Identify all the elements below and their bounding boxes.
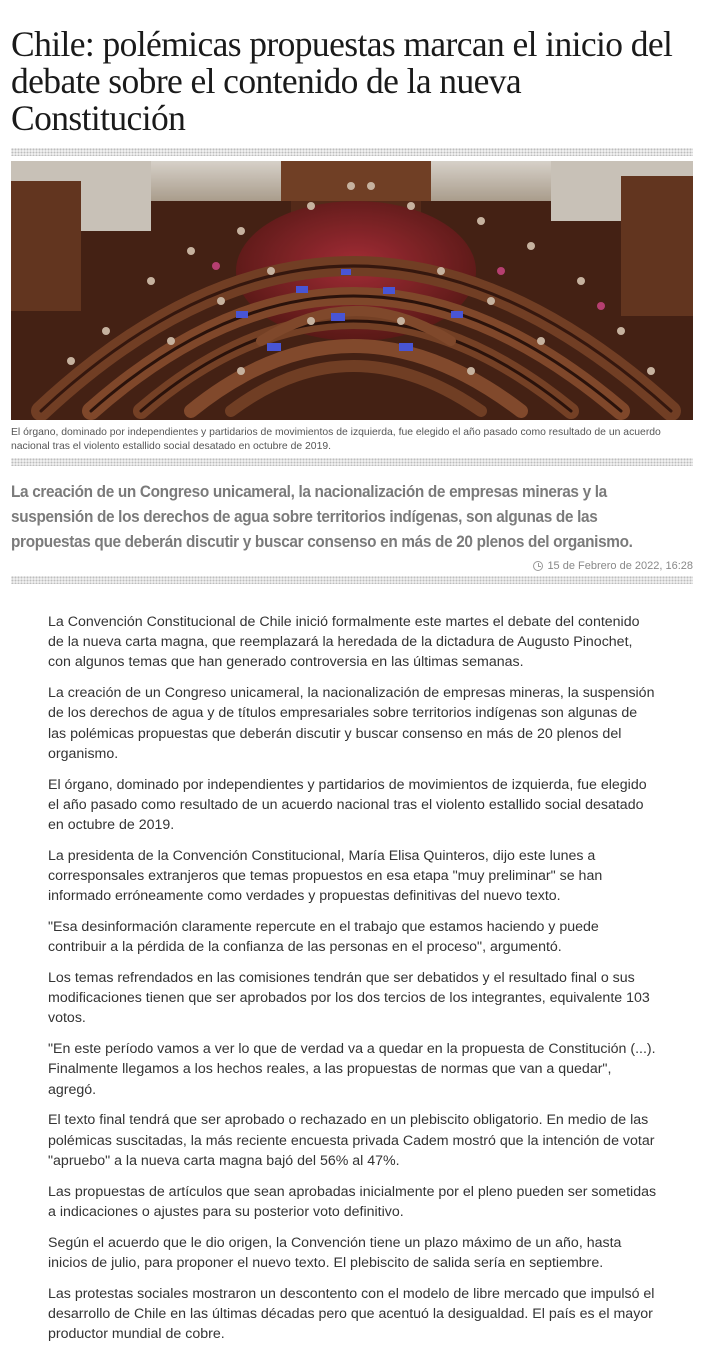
clock-icon <box>533 561 543 571</box>
body-paragraph: "En este período vamos a ver lo que de verdad va a quedar en la propuesta de Constitución (...). Finalmente llegamos a los hechos reales, a las propuestas de normas que van a quedar", agregó. <box>48 1041 656 1098</box>
chamber-illustration <box>11 161 693 420</box>
body-paragraph: Las propuestas de artículos que sean aprobadas inicialmente por el pleno pueden ser sometidas a indicaciones o ajustes para su posterior voto definitivo. <box>48 1183 657 1220</box>
dotted-divider <box>11 576 693 584</box>
body-paragraph: Los temas refrendados en las comisiones tendrán que ser debatidos y el resultado final o sus modificaciones tienen que ser aprobados por los dos tercios de los integrantes, equivalente 103 votos. <box>48 970 650 1027</box>
article-lead: La creación de un Congreso unicameral, la nacionalización de empresas mineras y la suspensión de los derechos de agua sobre territorios indígenas, son algunas de las propuestas que deberán discutir y buscar consenso en más de 20 plenos del organismo. <box>11 483 633 551</box>
article-photo <box>11 161 693 420</box>
article-body <box>48 612 658 1349</box>
body-paragraph: La creación de un Congreso unicameral, la nacionalización de empresas mineras, la suspensión de los derechos de agua y de títulos empresariales sobre territorios indígenas son algunas de las polémicas propuestas que deberán discutir y buscar consenso en más de 20 plenos del organismo. <box>48 685 655 762</box>
photo-caption: El órgano, dominado por independientes y partidarios de movimientos de izquierda, fue elegido el año pasado como resultado de un acuerdo nacional tras el violento estallido social desatado en octubre de 2019. <box>11 427 661 452</box>
article-date: 15 de Febrero de 2022, 16:28 <box>547 560 693 572</box>
dotted-divider <box>11 148 693 156</box>
article-headline: Chile: polémicas propuestas marcan el inicio del debate sobre el contenido de la nueva Constitución <box>11 24 673 138</box>
body-paragraph: La Convención Constitucional de Chile inició formalmente este martes el debate del contenido de la nueva carta magna, que reemplazará la heredada de la dictadura de Augusto Pinochet, con algunos temas que han generado controversia en las últimas semanas. <box>48 614 640 671</box>
body-paragraph: Según el acuerdo que le dio origen, la Convención tiene un plazo máximo de un año, hasta inicios de julio, para proponer el nuevo texto. El plebiscito de salida sería en septiembre. <box>48 1234 622 1271</box>
body-paragraph: Las protestas sociales mostraron un descontento con el modelo de libre mercado que impulsó el desarrollo de Chile en las últimas décadas pero que acentuó la desigualdad. El país es el mayor productor mundial de cobre. <box>48 1285 655 1343</box>
dotted-divider <box>11 458 693 466</box>
body-paragraph: El órgano, dominado por independientes y partidarios de movimientos de izquierda, fue elegido el año pasado como resultado de un acuerdo nacional tras el violento estallido social desatado en octubre de 2019. <box>48 776 647 834</box>
body-paragraph: "Esa desinformación claramente repercute en el trabajo que estamos haciendo y puede contribuir a la pérdida de la confianza de las personas en el proceso", argumentó. <box>48 919 599 956</box>
body-paragraph: El texto final tendrá que ser aprobado o rechazado en un plebiscito obligatorio. En medio de las polémicas suscitadas, la más reciente encuesta privada Cadem mostró que la intención de votar "apruebo" a la nueva carta magna bajó del 56% al 47%. <box>48 1112 655 1169</box>
body-paragraph: La presidenta de la Convención Constitucional, María Elisa Quinteros, dijo este lunes a corresponsales extranjeros que temas propuestos en esa etapa "muy preliminar" se han informado erróneamente como verdades y propuestas definitivas del nuevo texto. <box>48 847 603 905</box>
article-dateline <box>533 559 693 573</box>
